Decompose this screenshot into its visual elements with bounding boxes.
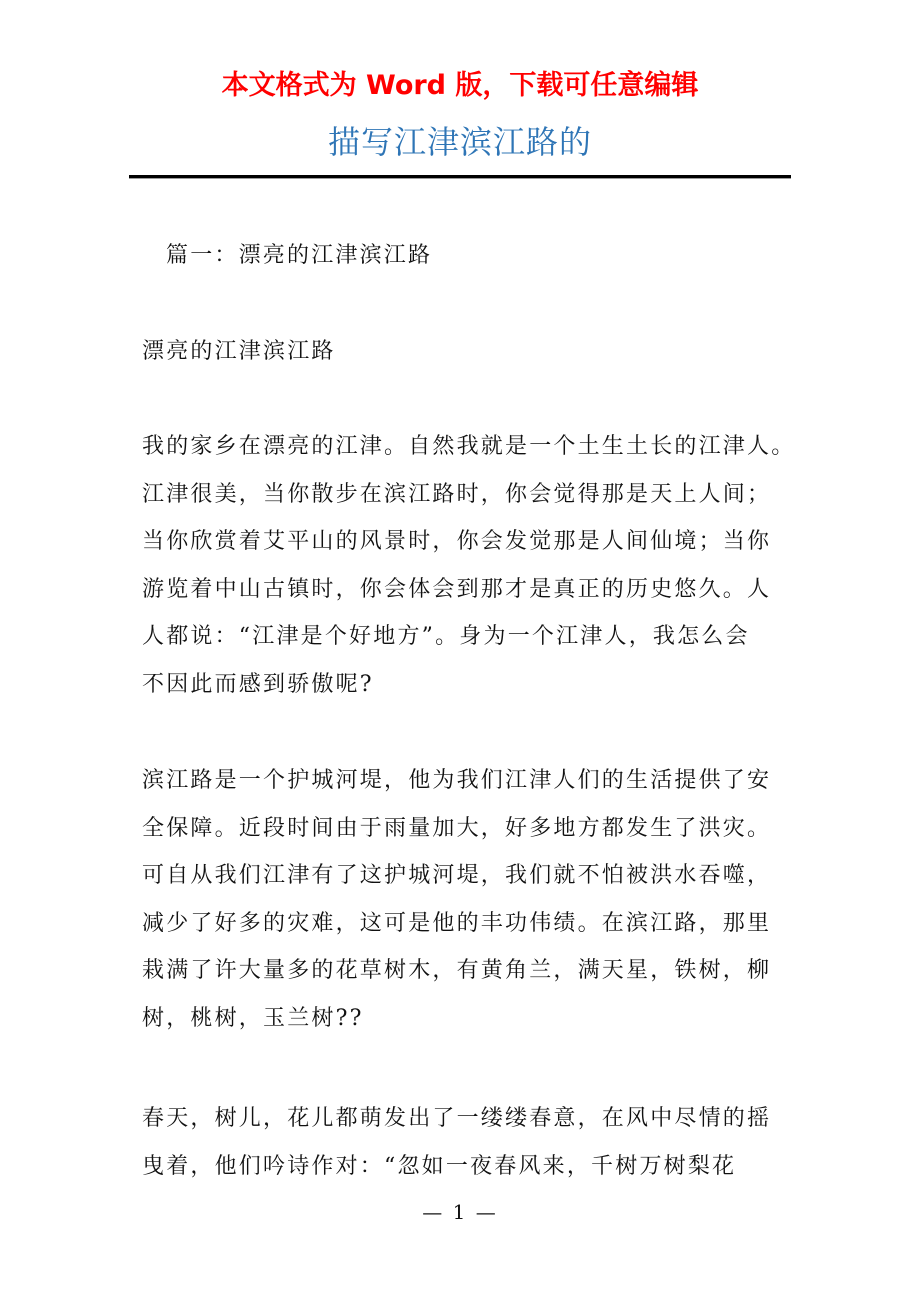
paragraph-line: 曳着，他们吟诗作对：“忽如一夜春风来，千树万树梨花 <box>142 1153 737 1179</box>
paragraph-line: 栽满了许大量多的花草树木，有黄角兰，满天星，铁树，柳 <box>142 958 772 983</box>
paragraph-3 <box>142 1095 802 1190</box>
paragraph-line: 江津很美，当你散步在滨江路时，你会觉得那是天上人间； <box>142 481 772 507</box>
section-heading: 篇一：漂亮的江津滨江路 <box>166 243 433 268</box>
page-number-footer: — 1 — <box>422 1200 498 1224</box>
paragraph-line: 树，桃树，玉兰树?? <box>142 1005 364 1031</box>
word-format-banner: 本文格式为 Word 版，下载可任意编辑 <box>221 70 699 101</box>
paragraph-line: 当你欣赏着艾平山的风景时，你会发觉那是人间仙境；当你 <box>142 529 772 554</box>
article-title: 漂亮的江津滨江路 <box>142 339 336 364</box>
paragraph-line: 我的家乡在漂亮的江津。自然我就是一个土生土长的江津人。 <box>142 434 796 459</box>
paragraph-2 <box>142 757 802 1042</box>
document-title: 描写江津滨江路的 <box>327 123 592 161</box>
paragraph-line: 不因此而感到骄傲呢? <box>142 671 374 697</box>
paragraph-1 <box>142 423 802 708</box>
paragraph-line: 人都说：“江津是个好地方”。身为一个江津人，我怎么会 <box>142 624 750 649</box>
paragraph-line: 游览着中山古镇时，你会体会到那才是真正的历史悠久。人 <box>142 576 772 602</box>
header-rule-divider <box>129 175 791 178</box>
paragraph-line: 春天，树儿，花儿都萌发出了一缕缕春意，在风中尽情的摇 <box>142 1106 772 1131</box>
paragraph-line: 可自从我们江津有了这护城河堤，我们就不怕被洪水吞噬， <box>142 863 772 888</box>
paragraph-line: 减少了好多的灾难，这可是他的丰功伟绩。在滨江路，那里 <box>142 910 772 936</box>
paragraph-line: 全保障。近段时间由于雨量加大，好多地方都发生了洪灾。 <box>142 815 772 841</box>
paragraph-line: 滨江路是一个护城河堤，他为我们江津人们的生活提供了安 <box>142 768 772 793</box>
